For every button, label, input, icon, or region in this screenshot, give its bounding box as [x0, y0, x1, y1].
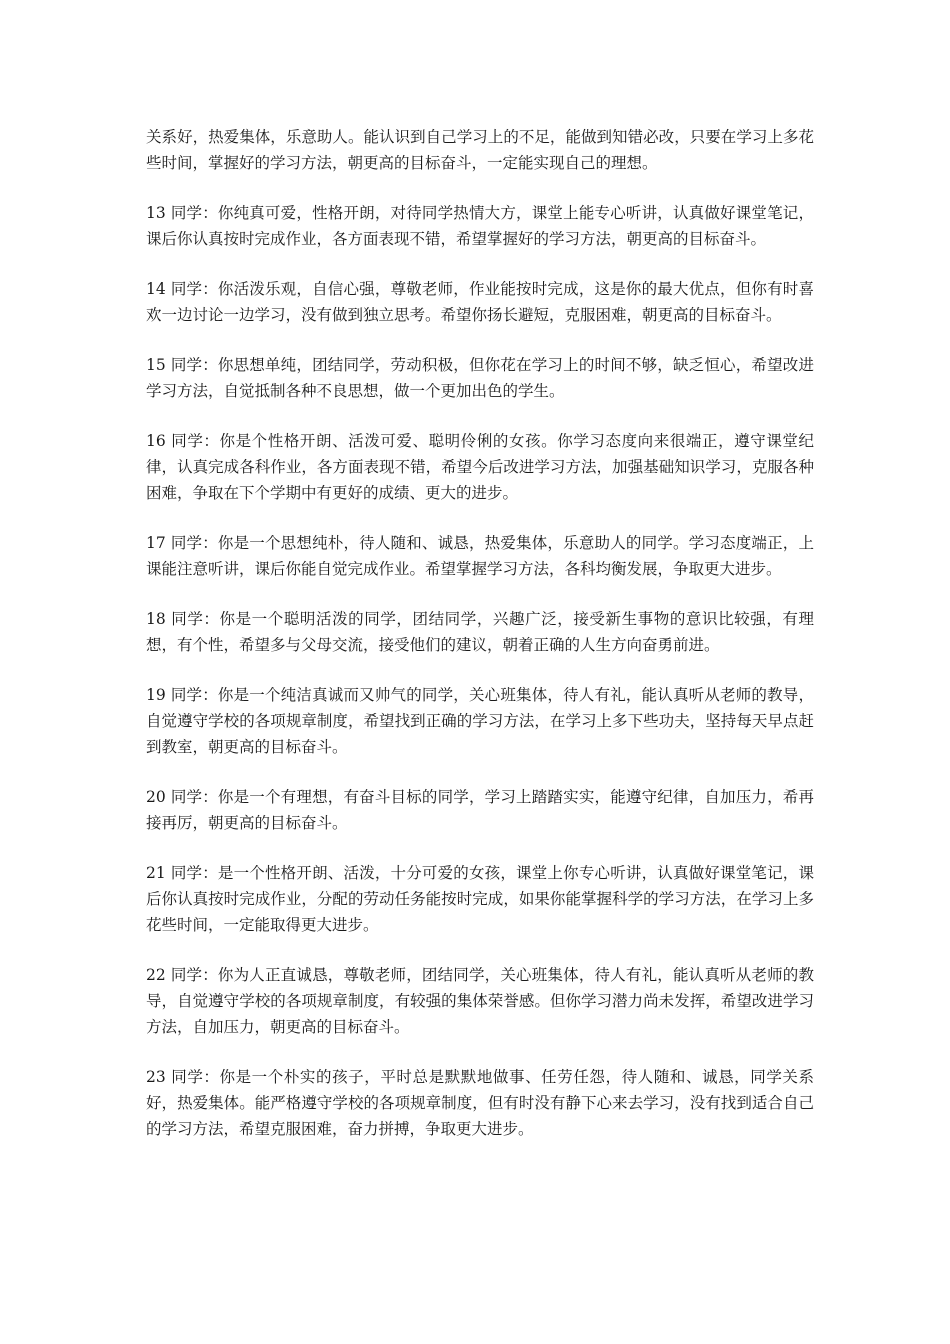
paragraph-student-18: 18 同学：你是一个聪明活泼的同学，团结同学，兴趣广泛，接受新生事物的意识比较强，有理想，有个性，希望多与父母交流，接受他们的建议，朝着正确的人生方向奋勇前进。	[146, 610, 814, 654]
paragraph-student-19: 19 同学：你是一个纯洁真诚而又帅气的同学，关心班集体，待人有礼，能认真听从老师的教导，自觉遵守学校的各项规章制度，希望找到正确的学习方法，在学习上多下些功夫，坚持每天早点赶到教室，朝更高的目标奋斗。	[146, 686, 814, 756]
paragraph-student-23: 23 同学：你是一个朴实的孩子，平时总是默默地做事、任劳任怨，待人随和、诚恳，同学关系好，热爱集体。能严格遵守学校的各项规章制度，但有时没有静下心来去学习，没有找到适合自己的学习方法，希望克服困难，奋力拼搏，争取更大进步。	[146, 1068, 814, 1138]
paragraph-student-17: 17 同学：你是一个思想纯朴，待人随和、诚恳，热爱集体，乐意助人的同学。学习态度端正，上课能注意听讲，课后你能自觉完成作业。希望掌握学习方法，各科均衡发展，争取更大进步。	[146, 534, 814, 578]
paragraph-student-13: 13 同学：你纯真可爱，性格开朗，对待同学热情大方，课堂上能专心听讲，认真做好课堂笔记，课后你认真按时完成作业，各方面表现不错，希望掌握好的学习方法，朝更高的目标奋斗。	[146, 204, 814, 248]
paragraph-continuation: 关系好，热爱集体，乐意助人。能认识到自己学习上的不足，能做到知错必改，只要在学习上多花些时间，掌握好的学习方法，朝更高的目标奋斗，一定能实现自己的理想。	[146, 128, 814, 172]
paragraph-student-20: 20 同学：你是一个有理想，有奋斗目标的同学，学习上踏踏实实，能遵守纪律，自加压力，希再接再厉，朝更高的目标奋斗。	[146, 788, 814, 832]
paragraph-student-21: 21 同学：是一个性格开朗、活泼，十分可爱的女孩，课堂上你专心听讲，认真做好课堂笔记，课后你认真按时完成作业，分配的劳动任务能按时完成，如果你能掌握科学的学习方法，在学习上多花些时间，一定能取得更大进步。	[146, 864, 814, 934]
paragraph-student-15: 15 同学：你思想单纯，团结同学，劳动积极，但你花在学习上的时间不够，缺乏恒心，希望改进学习方法，自觉抵制各种不良思想，做一个更加出色的学生。	[146, 356, 814, 400]
paragraph-student-22: 22 同学：你为人正直诚恳，尊敬老师，团结同学，关心班集体，待人有礼，能认真听从老师的教导，自觉遵守学校的各项规章制度，有较强的集体荣誉感。但你学习潜力尚未发挥，希望改进学习方法，自加压力，朝更高的目标奋斗。	[146, 966, 814, 1036]
paragraph-student-14: 14 同学：你活泼乐观，自信心强，尊敬老师，作业能按时完成，这是你的最大优点，但你有时喜欢一边讨论一边学习，没有做到独立思考。希望你扬长避短，克服困难，朝更高的目标奋斗。	[146, 280, 814, 324]
document-body	[146, 124, 814, 1166]
paragraph-student-16: 16 同学：你是个性格开朗、活泼可爱、聪明伶俐的女孩。你学习态度向来很端正，遵守课堂纪律，认真完成各科作业，各方面表现不错，希望今后改进学习方法，加强基础知识学习，克服各种困难，争取在下个学期中有更好的成绩、更大的进步。	[146, 432, 814, 502]
